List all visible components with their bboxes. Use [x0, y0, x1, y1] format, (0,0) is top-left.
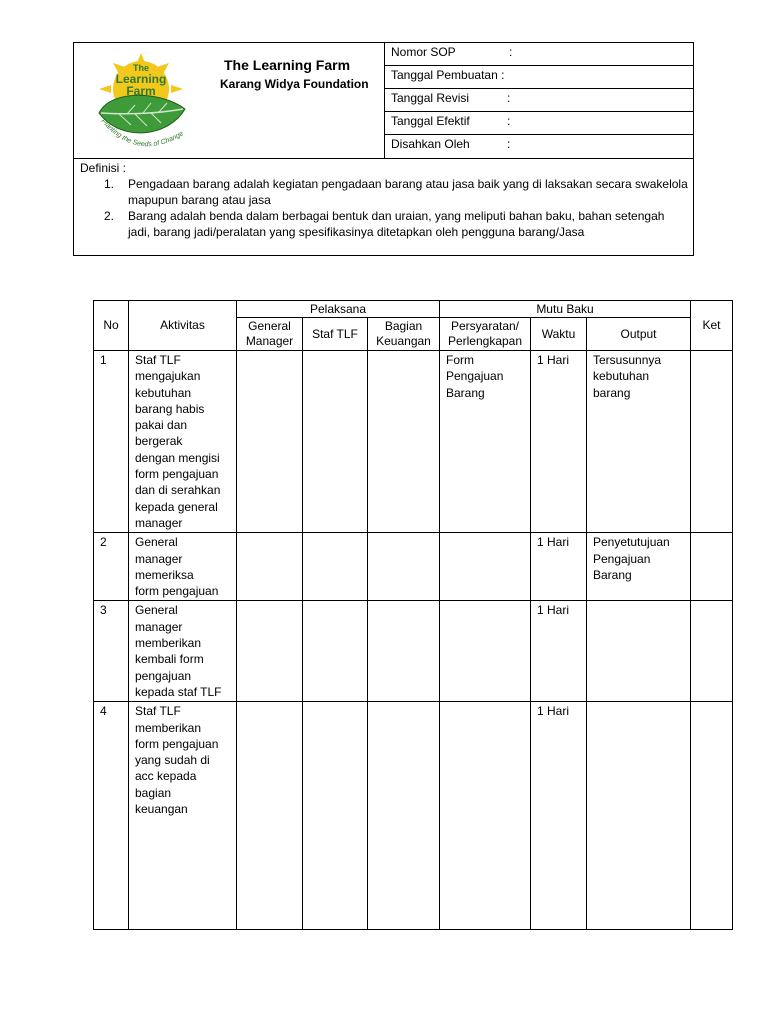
- cell-staf-tlf: [303, 351, 368, 533]
- header-waktu: Waktu: [531, 318, 587, 351]
- output-text: Tersusunnya kebutuhan barang: [593, 353, 662, 400]
- definition-number: 2.: [104, 209, 115, 223]
- table-row: [94, 351, 733, 533]
- org-subtitle: Karang Widya Foundation: [220, 77, 369, 91]
- meta-label: Disahkan Oleh: [391, 137, 470, 151]
- meta-label: Tanggal Revisi: [391, 91, 470, 105]
- header-output: Output: [587, 318, 691, 351]
- requirement-text: [440, 533, 530, 535]
- logo-text-learning: Learning: [115, 72, 167, 86]
- cell-staf-tlf: [303, 533, 368, 601]
- sop-header: [73, 42, 694, 256]
- header-ket: Ket: [691, 301, 733, 351]
- header-bagian-keuangan: Bagian Keuangan: [368, 318, 440, 351]
- meta-cell: [385, 43, 693, 158]
- time-text: 1 Hari: [537, 535, 570, 550]
- org-name: The Learning Farm: [224, 57, 351, 73]
- header-no: No: [94, 301, 129, 351]
- requirement-text: [440, 702, 530, 704]
- cell-staf-tlf: [303, 601, 368, 702]
- logo-text-the: The: [132, 63, 150, 73]
- row-number: 3: [100, 603, 107, 618]
- cell-general-manager: [237, 533, 303, 601]
- header-pelaksana: Pelaksana: [237, 301, 440, 318]
- meta-label: Tanggal Pembuatan :: [391, 68, 505, 82]
- activity-text: General manager memeriksa form pengajuan: [135, 535, 219, 599]
- output-text: [587, 702, 690, 704]
- row-number: 1: [100, 353, 107, 367]
- cell-general-manager: [237, 601, 303, 702]
- output-text: Penyetutujuan Pengajuan Barang: [593, 535, 670, 582]
- meta-row-tanggal-pembuatan: [385, 66, 693, 89]
- activity-text: General manager memberikan kembali form pengajuan kepada staf TLF: [135, 603, 222, 699]
- definition-text: Pengadaan barang adalah kegiatan pengadaan barang atau jasa baik yang di laksakan secara swakelola mapupun barang atau jasa: [128, 177, 688, 207]
- cell-staf-tlf: [303, 702, 368, 930]
- meta-colon: :: [507, 114, 511, 128]
- activity-text: Staf TLF mengajukan kebutuhan barang habis pakai dan bergerak dengan mengisi form pengajuan dan di serahkan kepada general manager: [135, 353, 221, 530]
- meta-row-tanggal-revisi: [385, 89, 693, 112]
- definitions-title: Definisi :: [80, 161, 127, 175]
- header-staf-tlf: Staf TLF: [303, 318, 368, 351]
- row-number: 2: [100, 535, 107, 550]
- header-general-manager: General Manager: [237, 318, 303, 351]
- definition-number: 1.: [104, 177, 115, 191]
- cell-bagian-keuangan: [368, 702, 440, 930]
- header-mutu-baku: Mutu Baku: [440, 301, 691, 318]
- time-text: 1 Hari: [537, 353, 570, 367]
- meta-label: Nomor SOP: [391, 45, 456, 59]
- table-row: [94, 702, 733, 930]
- table-row: [94, 533, 733, 601]
- cell-ket: [691, 601, 733, 702]
- definitions: [74, 158, 693, 255]
- meta-colon: :: [507, 91, 511, 105]
- definition-text: Barang adalah benda dalam berbagai bentuk dan uraian, yang meliputi bahan baku, bahan setengah jadi, barang jadi/peralatan yang spesifikasinya ditetapkan oleh pengguna barang/Jasa: [128, 209, 665, 239]
- logo-text-farm: Farm: [126, 84, 156, 98]
- meta-label: Tanggal Efektif: [391, 114, 470, 128]
- meta-colon: :: [507, 137, 511, 151]
- row-number: 4: [100, 704, 107, 719]
- meta-row-disahkan-oleh: [385, 135, 693, 158]
- cell-ket: [691, 351, 733, 533]
- logo-cell: [74, 43, 385, 158]
- sop-table: [93, 300, 733, 930]
- cell-ket: [691, 533, 733, 601]
- time-text: 1 Hari: [537, 704, 570, 719]
- cell-bagian-keuangan: [368, 351, 440, 533]
- cell-general-manager: [237, 351, 303, 533]
- cell-bagian-keuangan: [368, 601, 440, 702]
- learning-farm-logo: [91, 51, 191, 151]
- activity-text: Staf TLF memberikan form pengajuan yang sudah di acc kepada bagian keuangan: [135, 704, 219, 817]
- time-text: 1 Hari: [537, 603, 570, 618]
- cell-bagian-keuangan: [368, 533, 440, 601]
- logo-tagline: Planting the Seeds of Change: [99, 117, 185, 149]
- cell-general-manager: [237, 702, 303, 930]
- table-row: [94, 601, 733, 702]
- header-persyaratan: Persyaratan/ Perlengkapan: [440, 318, 531, 351]
- cell-ket: [691, 702, 733, 930]
- output-text: [587, 601, 690, 603]
- meta-row-nomor-sop: [385, 43, 693, 66]
- header-aktivitas: Aktivitas: [129, 301, 237, 351]
- meta-row-tanggal-efektif: [385, 112, 693, 135]
- meta-colon: :: [509, 45, 513, 59]
- requirement-text: Form Pengajuan Barang: [446, 353, 504, 400]
- requirement-text: [440, 601, 530, 603]
